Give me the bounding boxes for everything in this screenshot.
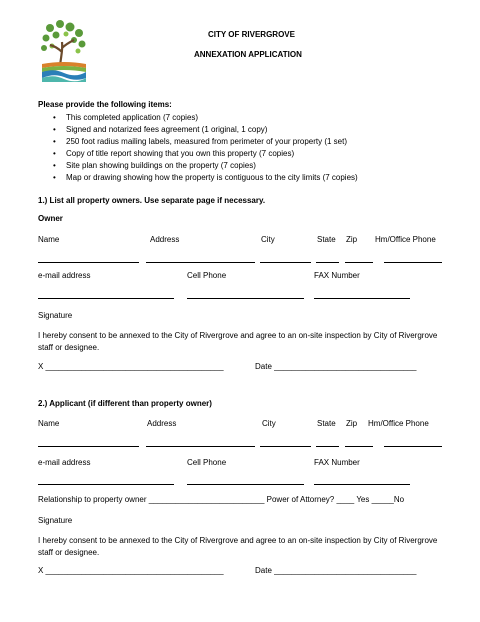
cell-phone-label: Cell Phone: [187, 458, 227, 467]
owner-phone-field[interactable]: [384, 262, 442, 263]
fax-label: FAX Number: [314, 271, 360, 280]
bullet: •: [53, 161, 56, 170]
owner-city-field[interactable]: [260, 262, 311, 263]
list-item-text: This completed application (7 copies): [66, 113, 199, 122]
list-item-text: 250 foot radius mailing labels, measured from perimeter of your property (1 set): [66, 137, 348, 146]
owner-cell-field[interactable]: [187, 298, 304, 299]
col-city-label: City: [261, 235, 275, 244]
owner-zip-field[interactable]: [345, 262, 373, 263]
col-address-label: Address: [147, 419, 177, 428]
col-state-label: State: [317, 235, 336, 244]
applicant-date-line[interactable]: Date ________________________________: [255, 566, 417, 575]
fax-label: FAX Number: [314, 458, 360, 467]
col-name-label: Name: [38, 235, 60, 244]
applicant-phone-field[interactable]: [384, 446, 442, 447]
list-item-text: Map or drawing showing how the property is contiguous to the city limits (7 copies): [66, 173, 358, 182]
signature-label: Signature: [38, 516, 73, 525]
owner-name-field[interactable]: [38, 262, 139, 263]
owner-state-field[interactable]: [316, 262, 339, 263]
list-item-text: Site plan showing buildings on the property (7 copies): [66, 161, 256, 170]
bullet: •: [53, 113, 56, 122]
col-zip-label: Zip: [346, 419, 358, 428]
list-item-text: Copy of title report showing that you own this property (7 copies): [66, 149, 295, 158]
applicant-city-field[interactable]: [260, 446, 311, 447]
owner-address-field[interactable]: [146, 262, 255, 263]
col-zip-label: Zip: [346, 235, 358, 244]
applicant-cell-field[interactable]: [187, 484, 304, 485]
email-label: e-mail address: [38, 271, 91, 280]
col-city-label: City: [262, 419, 276, 428]
section2-heading: 2.) Applicant (if different than property owner): [38, 399, 212, 408]
applicant-address-field[interactable]: [146, 446, 255, 447]
tree-foliage: [41, 20, 86, 54]
col-phone-label: Hm/Office Phone: [368, 419, 429, 428]
city-logo: [38, 18, 90, 84]
applicant-name-field[interactable]: [38, 446, 139, 447]
col-phone-label: Hm/Office Phone: [375, 235, 436, 244]
bullet: •: [53, 125, 56, 134]
city-name: CITY OF RIVERGROVE: [208, 30, 295, 39]
owner-date-line[interactable]: Date ________________________________: [255, 362, 417, 371]
form-title: ANNEXATION APPLICATION: [194, 50, 302, 59]
list-item-text: Signed and notarized fees agreement (1 original, 1 copy): [66, 125, 268, 134]
owner-email-field[interactable]: [38, 298, 174, 299]
applicant-fax-field[interactable]: [314, 484, 410, 485]
col-name-label: Name: [38, 419, 60, 428]
applicant-state-field[interactable]: [316, 446, 339, 447]
applicant-email-field[interactable]: [38, 484, 174, 485]
owner-fax-field[interactable]: [314, 298, 410, 299]
cell-phone-label: Cell Phone: [187, 271, 227, 280]
instructions-heading: Please provide the following items:: [38, 100, 172, 109]
bullet: •: [53, 149, 56, 158]
section1-heading: 1.) List all property owners. Use separate page if necessary.: [38, 196, 266, 205]
consent-text: I hereby consent to be annexed to the City of Rivergrove and agree to an on-site inspection by City of Rivergrove staff or designee.: [38, 536, 438, 557]
col-state-label: State: [317, 419, 336, 428]
col-address-label: Address: [150, 235, 180, 244]
relationship-line[interactable]: Relationship to property owner __________________________ Power of Attorney? ____ Yes _____No: [38, 495, 405, 504]
bullet: •: [53, 137, 56, 146]
applicant-zip-field[interactable]: [345, 446, 373, 447]
applicant-signature-line[interactable]: X ________________________________________: [38, 566, 224, 575]
bullet: •: [53, 173, 56, 182]
consent-text: I hereby consent to be annexed to the City of Rivergrove and agree to an on-site inspection by City of Rivergrove staff or designee.: [38, 331, 438, 352]
email-label: e-mail address: [38, 458, 91, 467]
owner-label: Owner: [38, 214, 63, 223]
signature-label: Signature: [38, 311, 73, 320]
owner-signature-line[interactable]: X ________________________________________: [38, 362, 224, 371]
